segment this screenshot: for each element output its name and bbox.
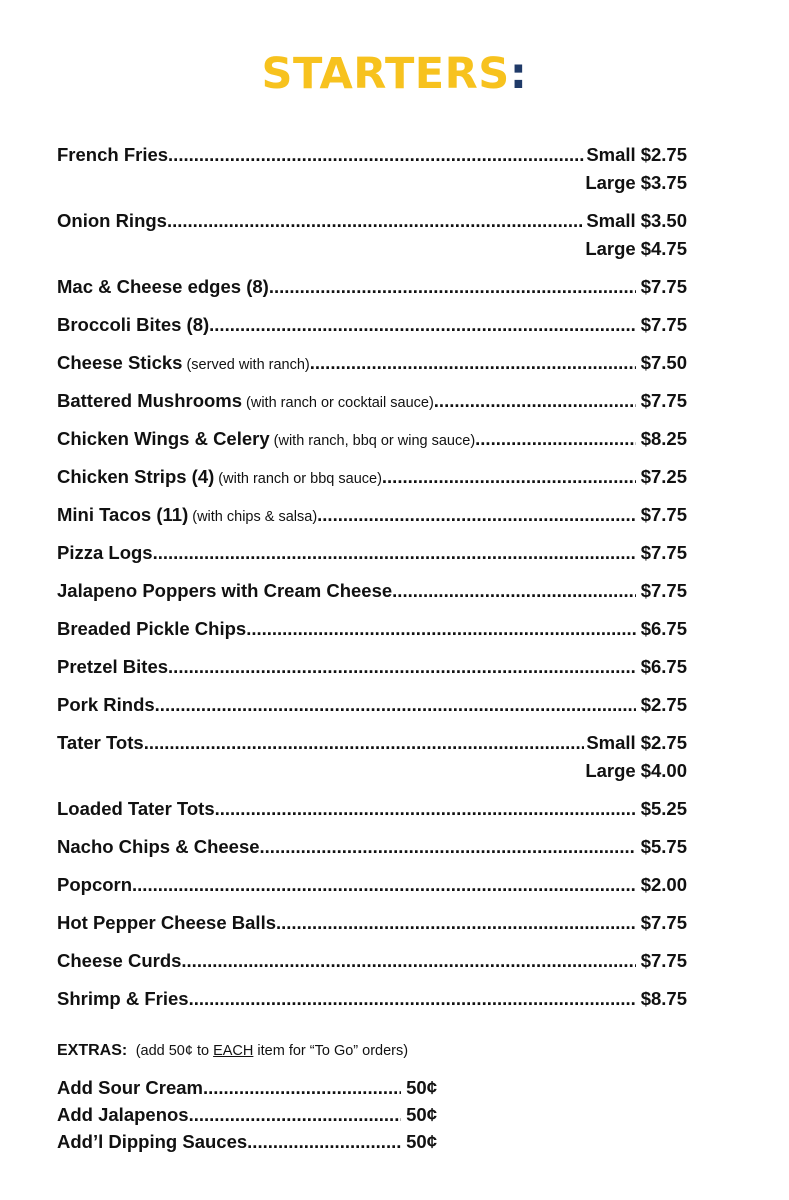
menu-item-name: Breaded Pickle Chips xyxy=(57,618,247,639)
menu-item-line xyxy=(57,463,687,491)
extras-note-after: item for “To Go” orders) xyxy=(257,1043,409,1059)
dot-leader xyxy=(189,1101,402,1128)
dot-leader xyxy=(181,947,635,975)
menu-item-price: $6.75 xyxy=(640,656,687,677)
menu-item-price: $3.50 xyxy=(640,210,687,231)
menu-item-price: $7.75 xyxy=(640,390,687,411)
menu-item xyxy=(57,501,687,529)
extra-item-name: Add’l Dipping Sauces xyxy=(57,1131,248,1152)
menu-item-price: $5.25 xyxy=(640,798,687,819)
menu-item xyxy=(57,577,687,605)
dot-leader xyxy=(203,1074,401,1101)
menu-item-line xyxy=(57,577,687,605)
menu-item-note: (with ranch or cocktail sauce) xyxy=(246,395,434,411)
menu-item-price: $7.75 xyxy=(640,580,687,601)
menu-item-name: Mac & Cheese edges (8) xyxy=(57,276,269,297)
menu-item xyxy=(57,387,687,415)
extras-note-emphasis: EACH xyxy=(213,1043,254,1059)
menu-item-note: (with ranch, bbq or wing sauce) xyxy=(273,433,476,449)
menu-item-price: $2.75 xyxy=(640,144,687,165)
menu-item xyxy=(57,311,687,339)
menu-item-price: $6.75 xyxy=(640,618,687,639)
menu-item-name: French Fries xyxy=(57,144,169,165)
menu-item-size-2: Large xyxy=(585,760,636,781)
extras-note xyxy=(136,1043,408,1059)
menu-item-line xyxy=(57,273,687,301)
menu-item-price: $7.75 xyxy=(640,950,687,971)
dot-leader xyxy=(475,425,636,453)
menu-item-name: Pork Rinds xyxy=(57,694,155,715)
menu-item-price: $8.75 xyxy=(640,988,687,1009)
menu-item-line xyxy=(57,387,687,415)
menu-item-note: (with chips & salsa) xyxy=(192,509,318,525)
menu-item xyxy=(57,795,687,823)
menu-item xyxy=(57,985,687,1013)
menu-item-name: Cheese Curds xyxy=(57,950,182,971)
page-title xyxy=(0,44,789,104)
menu-item-price-2: $4.00 xyxy=(640,760,687,781)
menu-item-line xyxy=(57,539,687,567)
menu-item xyxy=(57,539,687,567)
menu-item-name: Hot Pepper Cheese Balls xyxy=(57,912,276,933)
menu-item-line xyxy=(57,947,687,975)
menu-item-line xyxy=(57,501,687,529)
menu-item-price: $5.75 xyxy=(640,836,687,857)
menu-item-name: Loaded Tater Tots xyxy=(57,798,215,819)
menu-item xyxy=(57,729,687,785)
menu-item xyxy=(57,349,687,377)
extra-item xyxy=(57,1101,437,1128)
dot-leader xyxy=(167,207,584,235)
menu-item-price: $8.25 xyxy=(640,428,687,449)
menu-item xyxy=(57,947,687,975)
menu-item-name: Pretzel Bites xyxy=(57,656,169,677)
menu-item-line xyxy=(57,729,687,757)
starters-menu xyxy=(57,141,687,1023)
menu-item-name: Pizza Logs xyxy=(57,542,153,563)
menu-item-line xyxy=(57,833,687,861)
menu-item-line xyxy=(57,871,687,899)
menu-item-name: Mini Tacos (11) xyxy=(57,504,189,525)
extras-list xyxy=(57,1074,437,1155)
menu-item-line xyxy=(57,425,687,453)
menu-item-price: $7.75 xyxy=(640,542,687,563)
dot-leader xyxy=(168,141,584,169)
menu-item-price: $7.25 xyxy=(640,466,687,487)
dot-leader xyxy=(168,653,636,681)
menu-item-name: Chicken Wings & Celery xyxy=(57,428,270,449)
dot-leader xyxy=(310,349,636,377)
dot-leader xyxy=(260,833,636,861)
menu-item xyxy=(57,653,687,681)
menu-item-size-2: Large xyxy=(585,172,636,193)
extras-heading xyxy=(57,1038,408,1064)
dot-leader xyxy=(382,463,636,491)
menu-item-line xyxy=(57,349,687,377)
menu-item-price: $7.50 xyxy=(640,352,687,373)
menu-item-line xyxy=(57,311,687,339)
menu-item-price-2: $4.75 xyxy=(640,238,687,259)
dot-leader xyxy=(132,871,636,899)
menu-item-name: Cheese Sticks xyxy=(57,352,183,373)
extra-item-name: Add Sour Cream xyxy=(57,1077,203,1098)
extra-item xyxy=(57,1128,437,1155)
menu-item-size: Small xyxy=(586,210,636,231)
menu-item-name: Tater Tots xyxy=(57,732,144,753)
menu-item-line xyxy=(57,795,687,823)
menu-item xyxy=(57,425,687,453)
menu-item xyxy=(57,141,687,197)
menu-item-name: Chicken Strips (4) xyxy=(57,466,215,487)
menu-item xyxy=(57,909,687,937)
menu-item-name: Shrimp & Fries xyxy=(57,988,189,1009)
dot-leader xyxy=(189,985,636,1013)
extras-label: EXTRAS: xyxy=(57,1042,128,1059)
dot-leader xyxy=(434,387,636,415)
menu-item-price: $2.75 xyxy=(640,732,687,753)
menu-item-price: $2.75 xyxy=(640,694,687,715)
dot-leader xyxy=(247,1128,401,1155)
menu-item-name: Jalapeno Poppers with Cream Cheese xyxy=(57,580,393,601)
menu-item-line-2 xyxy=(57,235,687,263)
dot-leader xyxy=(144,729,585,757)
menu-item xyxy=(57,207,687,263)
menu-item-size-2: Large xyxy=(585,238,636,259)
menu-item-name: Onion Rings xyxy=(57,210,167,231)
menu-item-price-2: $3.75 xyxy=(640,172,687,193)
title-colon: : xyxy=(509,49,528,99)
menu-item-price: $7.75 xyxy=(640,314,687,335)
menu-item-price: $7.75 xyxy=(640,276,687,297)
menu-item-line xyxy=(57,207,687,235)
menu-item-line xyxy=(57,691,687,719)
dot-leader xyxy=(155,691,636,719)
dot-leader xyxy=(215,795,636,823)
menu-item xyxy=(57,463,687,491)
menu-item-line xyxy=(57,141,687,169)
menu-item-size: Small xyxy=(586,144,636,165)
menu-item xyxy=(57,615,687,643)
menu-item xyxy=(57,871,687,899)
dot-leader xyxy=(276,909,636,937)
menu-item-note: (served with ranch) xyxy=(186,357,310,373)
menu-item-price: $7.75 xyxy=(640,504,687,525)
dot-leader xyxy=(153,539,636,567)
extra-item-price: 50¢ xyxy=(406,1131,437,1152)
menu-item-name: Nacho Chips & Cheese xyxy=(57,836,260,857)
dot-leader xyxy=(269,273,636,301)
dot-leader xyxy=(392,577,636,605)
menu-item-line-2 xyxy=(57,169,687,197)
dot-leader xyxy=(209,311,636,339)
menu-item xyxy=(57,691,687,719)
dot-leader xyxy=(317,501,636,529)
menu-item-name: Popcorn xyxy=(57,874,133,895)
menu-item-price: $2.00 xyxy=(640,874,687,895)
menu-item-line xyxy=(57,615,687,643)
extras-note-before: (add 50¢ to xyxy=(135,1043,210,1059)
menu-item-name: Broccoli Bites (8) xyxy=(57,314,210,335)
menu-item xyxy=(57,833,687,861)
menu-item-line xyxy=(57,653,687,681)
menu-item-note: (with ranch or bbq sauce) xyxy=(218,471,382,487)
menu-item-name: Battered Mushrooms xyxy=(57,390,243,411)
extra-item-name: Add Jalapenos xyxy=(57,1104,189,1125)
menu-item xyxy=(57,273,687,301)
dot-leader xyxy=(246,615,636,643)
title-text: STARTERS xyxy=(261,49,510,99)
menu-item-price: $7.75 xyxy=(640,912,687,933)
menu-item-line xyxy=(57,909,687,937)
menu-item-size: Small xyxy=(586,732,636,753)
extra-item xyxy=(57,1074,437,1101)
menu-item-line xyxy=(57,985,687,1013)
extra-item-price: 50¢ xyxy=(406,1077,437,1098)
menu-item-line-2 xyxy=(57,757,687,785)
extra-item-price: 50¢ xyxy=(406,1104,437,1125)
